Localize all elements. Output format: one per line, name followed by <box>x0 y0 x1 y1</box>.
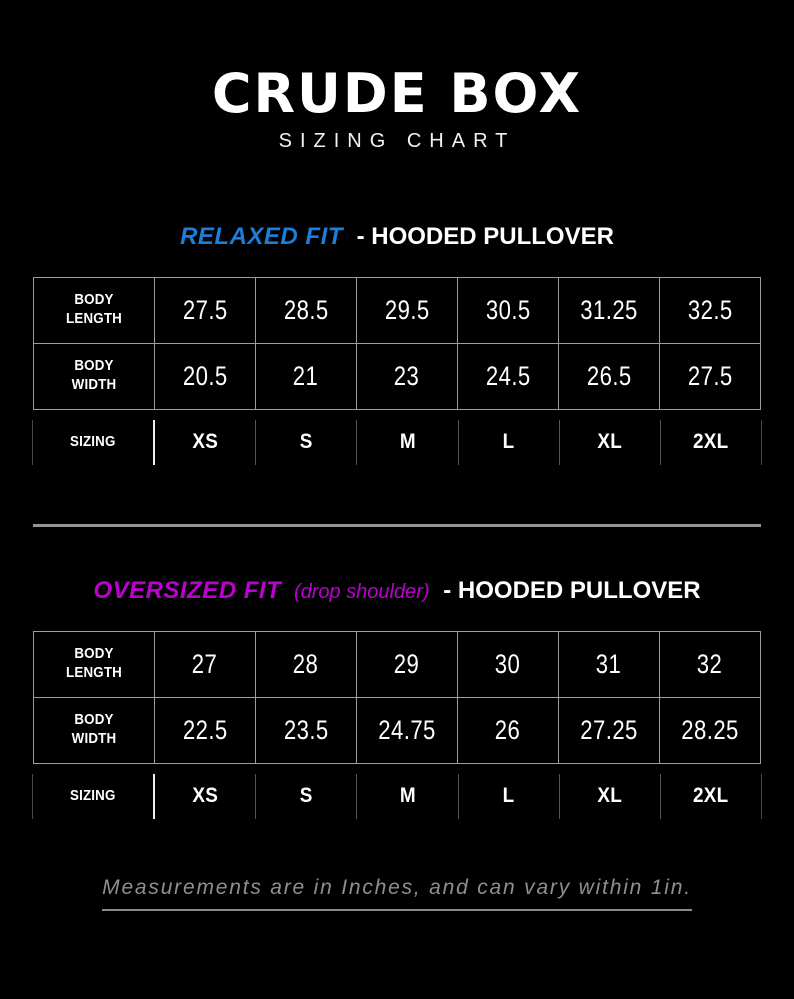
table-row <box>34 697 761 763</box>
oversized-size-table <box>33 631 761 764</box>
relaxed-sizing-row <box>32 420 762 465</box>
table-cell: 27.5 <box>155 277 256 343</box>
table-cell: 26 <box>458 697 559 763</box>
table-cell: 23.5 <box>256 697 357 763</box>
oversized-section-heading <box>0 577 794 605</box>
relaxed-fit-label: RELAXED FIT <box>180 222 343 250</box>
size-cell: M <box>356 774 457 819</box>
size-cell: XL <box>559 420 660 465</box>
table-row <box>34 343 761 409</box>
table-row <box>34 277 761 343</box>
table-cell: 30.5 <box>458 277 559 343</box>
table-cell: 28.25 <box>660 697 761 763</box>
table-cell: 27.25 <box>559 697 660 763</box>
size-cell: S <box>255 774 356 819</box>
table-cell: 30 <box>458 631 559 697</box>
section-divider <box>33 524 761 527</box>
size-cell: S <box>255 420 356 465</box>
table-cell: 26.5 <box>559 343 660 409</box>
oversized-fit-note: (drop shoulder) <box>293 580 430 603</box>
row-header-body-width: BODY WIDTH <box>34 343 155 409</box>
row-header-body-length: BODY LENGTH <box>34 631 155 697</box>
size-cell: XS <box>192 784 218 808</box>
size-cell: XS <box>192 430 218 454</box>
table-cell: 21 <box>256 343 357 409</box>
oversized-product-label: - HOODED PULLOVER <box>443 576 701 604</box>
table-cell: 32 <box>660 631 761 697</box>
size-cell: XL <box>559 774 660 819</box>
sizing-row-label: SIZING <box>33 420 155 465</box>
table-cell: 29.5 <box>357 277 458 343</box>
table-cell: 28.5 <box>256 277 357 343</box>
size-cell: M <box>356 420 457 465</box>
row-header-body-width: BODY WIDTH <box>34 697 155 763</box>
table-cell: 22.5 <box>155 697 256 763</box>
size-cell: 2XL <box>660 420 761 465</box>
table-cell: 24.75 <box>357 697 458 763</box>
brand-title: CRUDE BOX <box>211 62 583 125</box>
size-cell: 2XL <box>660 774 761 819</box>
table-cell: 24.5 <box>458 343 559 409</box>
table-cell: 23 <box>357 343 458 409</box>
table-cell: 27 <box>155 631 256 697</box>
sizing-row-label: SIZING <box>33 774 155 819</box>
table-cell: 28 <box>256 631 357 697</box>
footer <box>0 876 794 911</box>
size-cell: L <box>458 774 559 819</box>
table-row <box>34 631 761 697</box>
table-cell: 20.5 <box>155 343 256 409</box>
size-cell: L <box>458 420 559 465</box>
table-cell: 31.25 <box>559 277 660 343</box>
table-cell: 27.5 <box>660 343 761 409</box>
measurement-note: Measurements are in Inches, and can vary within 1in. <box>102 876 692 911</box>
relaxed-section-heading <box>0 223 794 251</box>
row-header-body-length: BODY LENGTH <box>34 277 155 343</box>
oversized-fit-label: OVERSIZED FIT <box>93 576 282 604</box>
relaxed-size-table <box>33 277 761 410</box>
table-cell: 32.5 <box>660 277 761 343</box>
oversized-sizing-row <box>32 774 762 819</box>
page-subtitle: SIZING CHART <box>278 129 516 152</box>
table-cell: 31 <box>559 631 660 697</box>
table-cell: 29 <box>357 631 458 697</box>
sizing-chart-page <box>0 62 794 999</box>
relaxed-product-label: - HOODED PULLOVER <box>356 222 614 250</box>
